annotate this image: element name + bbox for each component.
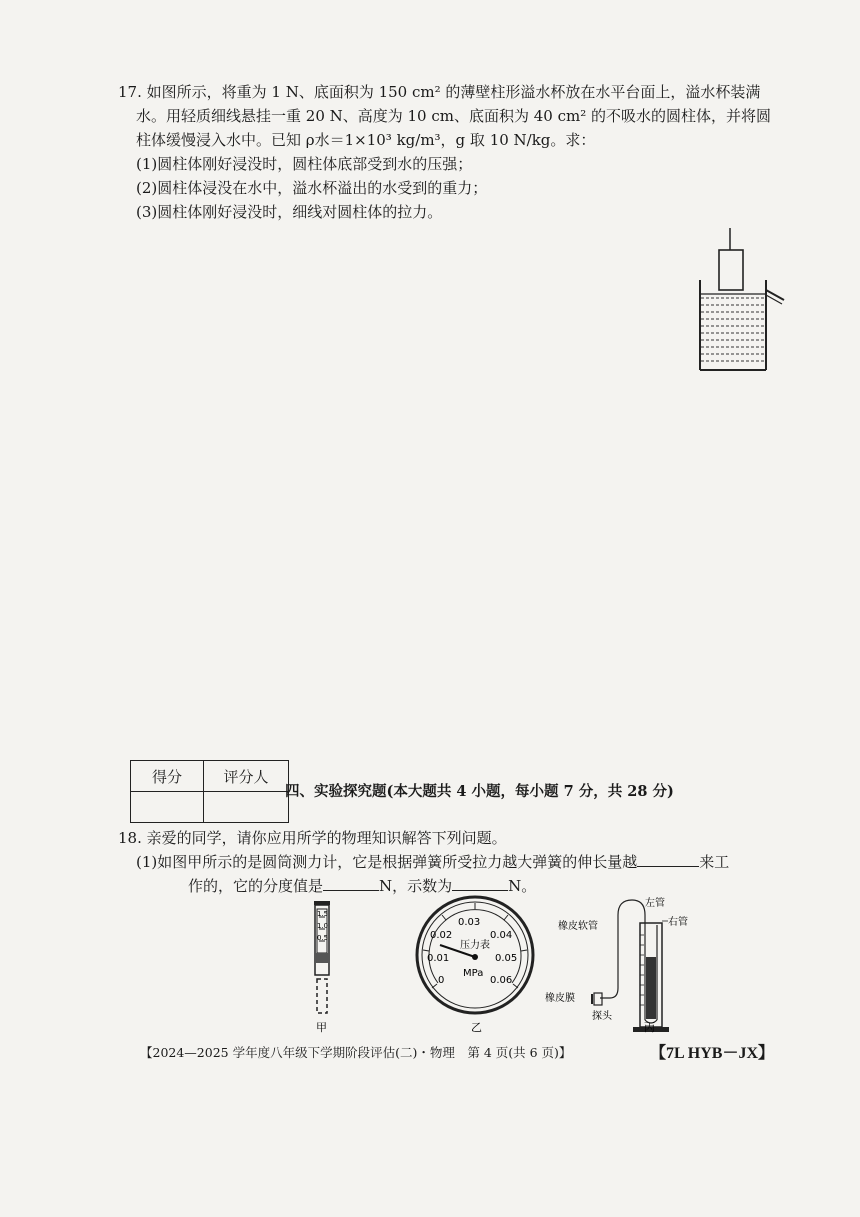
q18-text-c: 作的，它的分度值是 [188,877,324,895]
label-jia: 甲 [316,1021,327,1034]
question-17 [118,80,798,224]
q17-line-1: 17. 如图所示，将重为 1 N、底面积为 150 cm² 的薄壁柱形溢水杯放在水平台面上，溢水杯装满 [118,83,761,101]
q17-line-2: 水。用轻质细线悬挂一重 20 N、高度为 10 cm、底面积为 40 cm² 的不吸水的圆柱体，并将圆 [136,107,772,125]
gauge-tick-3: 0.03 [458,917,481,928]
gauge-tick-6: 0.06 [490,975,513,986]
label-probe: 探头 [592,1011,612,1022]
q18-text-d: N，示数为 [379,877,453,895]
pressure-gauge-yi [417,897,533,1034]
q18-text-b: 来工 [699,853,730,871]
label-bing: 丙 [644,1021,655,1034]
q18-text-e: N。 [508,877,537,895]
gauge-tick-4: 0.04 [490,930,513,941]
gauge-unit: MPa [463,968,484,979]
answer-blank-2[interactable] [323,875,379,891]
q17-line-3: 柱体缓慢浸入水中。已知 ρ水＝1×10³ kg/m³，g 取 10 N/kg。求： [136,131,596,149]
q18-part1-line1 [118,850,808,874]
gauge-tick-0: 0 [438,975,445,986]
grader-cell[interactable] [204,792,289,823]
jia-tick-1: 1.5 [317,910,329,918]
question-18 [118,826,808,898]
exam-code: 【7L HYB－JX】 [650,1045,775,1062]
q17-sub-1: (1)圆柱体刚好浸没时，圆柱体底部受到水的压强； [136,155,473,173]
gauge-tick-5: 0.05 [495,953,518,964]
q17-sub-2: (2)圆柱体浸没在水中，溢水杯溢出的水受到的重力； [136,179,488,197]
jia-tick-2: 1.0 [317,922,329,930]
spring-scale-jia [314,901,330,1034]
overflow-cup-figure [680,228,790,373]
gauge-tick-2: 0.02 [430,930,453,941]
label-right-tube: 右管 [668,917,688,928]
experiment-figures [300,895,700,1035]
label-hose: 橡皮软管 [558,921,598,932]
u-tube-bing [545,896,688,1034]
q18-intro: 18. 亲爱的同学，请你应用所学的物理知识解答下列问题。 [118,829,507,847]
score-label: 得分 [131,761,204,792]
label-left-tube: 左管 [645,898,665,909]
grader-label: 评分人 [204,761,289,792]
score-box [130,760,289,823]
label-membrane: 橡皮膜 [545,993,575,1004]
page-footer: 【2024—2025 学年度八年级下学期阶段评估(二)・物理 第 4 页(共 6 页)】 [140,1045,572,1060]
jia-tick-3: 0.5 [317,934,329,942]
answer-blank-3[interactable] [452,875,508,891]
q18-text-a: (1)如图甲所示的是圆筒测力计，它是根据弹簧所受拉力越大弹簧的伸长量越 [136,853,638,871]
score-cell[interactable] [131,792,204,823]
label-yi: 乙 [471,1021,482,1034]
gauge-title: 压力表 [460,940,490,951]
answer-blank-1[interactable] [637,851,699,867]
gauge-tick-1: 0.01 [427,953,450,964]
q17-sub-3: (3)圆柱体刚好浸没时，细线对圆柱体的拉力。 [136,203,443,221]
section-4-heading: 四、实验探究题(本大题共 4 小题，每小题 7 分，共 28 分) [285,783,674,800]
